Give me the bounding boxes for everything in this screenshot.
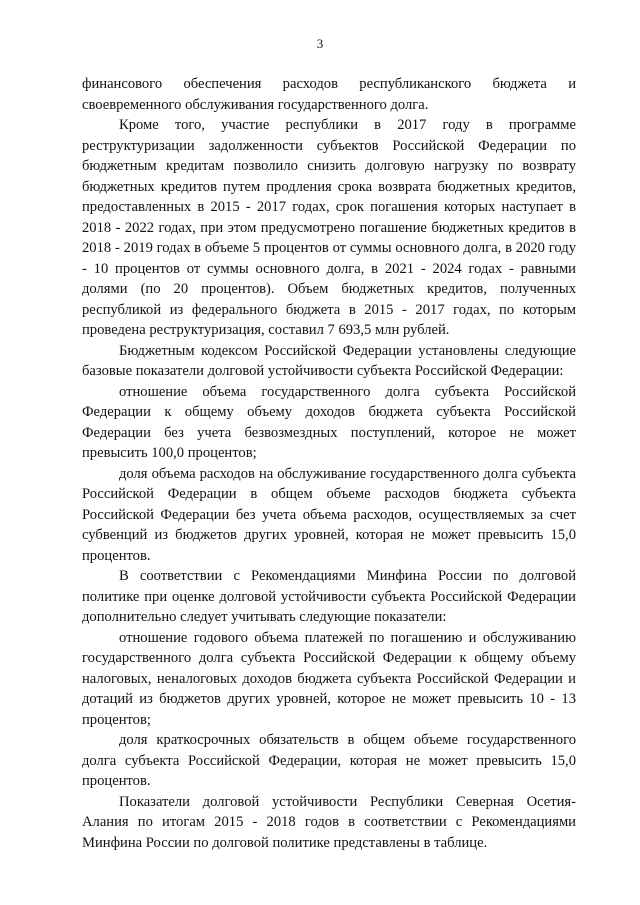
- paragraph-2: Кроме того, участие республики в 2017 году в программе реструктуризации задолженности субъектов Российской Федерации по бюджетным кредитам позволило снизить долговую нагрузку по возврату бюджетных кредитов путем продления срока возврата бюджетных кредитов, предоставленных в 2015 - 2017 годах, срок погашения которых наступает в 2018 - 2022 годах, при этом предусмотрено погашение бюджетных кредитов в 2018 - 2019 годах в объеме 5 процентов от суммы основного долга, в 2020 году - 10 процентов от суммы основного долга, в 2021 - 2024 годах - равными долями (по 20 процентов). Объем бюджетных кредитов, полученных республикой из федерального бюджета в 2015 - 2017 годах, по которым проведена реструктуризация, составил 7 693,5 млн рублей.: [82, 117, 576, 338]
- paragraph-1: финансового обеспечения расходов республиканского бюджета и своевременного обслуживания государственного долга.: [82, 76, 576, 113]
- paragraph-9: Показатели долговой устойчивости Республики Северная Осетия-Алания по итогам 2015 - 2018 годов в соответствии с Рекомендациями Минфина России по долговой политике представлены в таблице.: [82, 793, 576, 851]
- page-number: 3: [316, 36, 324, 51]
- paragraph-5: доля объема расходов на обслуживание государственного долга субъекта Российской Федерации в общем объеме расходов бюджета субъекта Российской Федерации без учета объема расходов, осуществляемых за счет субвенций из бюджетов других уровней, которая не может превысить 15,0 процентов.: [82, 465, 576, 564]
- paragraph-7: отношение годового объема платежей по погашению и обслуживанию государственного долга субъекта Российской Федерации к общему объему налоговых, неналоговых доходов бюджета субъекта Российской Федерации и дотаций из бюджетов других уровней, которое не может превысить 10 - 13 процентов;: [82, 629, 576, 728]
- paragraph-8: доля краткосрочных обязательств в общем объеме государственного долга субъекта Российской Федерации, которая не может превысить 15,0 процентов.: [82, 732, 576, 789]
- paragraph-6: В соответствии с Рекомендациями Минфина России по долговой политике при оценке долговой устойчивости субъекта Российской Федерации дополнительно следует учитывать следующие показатели:: [82, 568, 576, 625]
- paragraph-3: Бюджетным кодексом Российской Федерации установлены следующие базовые показатели долговой устойчивости субъекта Российской Федерации:: [82, 342, 576, 379]
- document-body: [82, 74, 576, 853]
- paragraph-4: отношение объема государственного долга субъекта Российской Федерации к общему объему доходов бюджета субъекта Российской Федерации без учета безвозмездных поступлений, которое не может превысить 100,0 процентов;: [82, 383, 576, 461]
